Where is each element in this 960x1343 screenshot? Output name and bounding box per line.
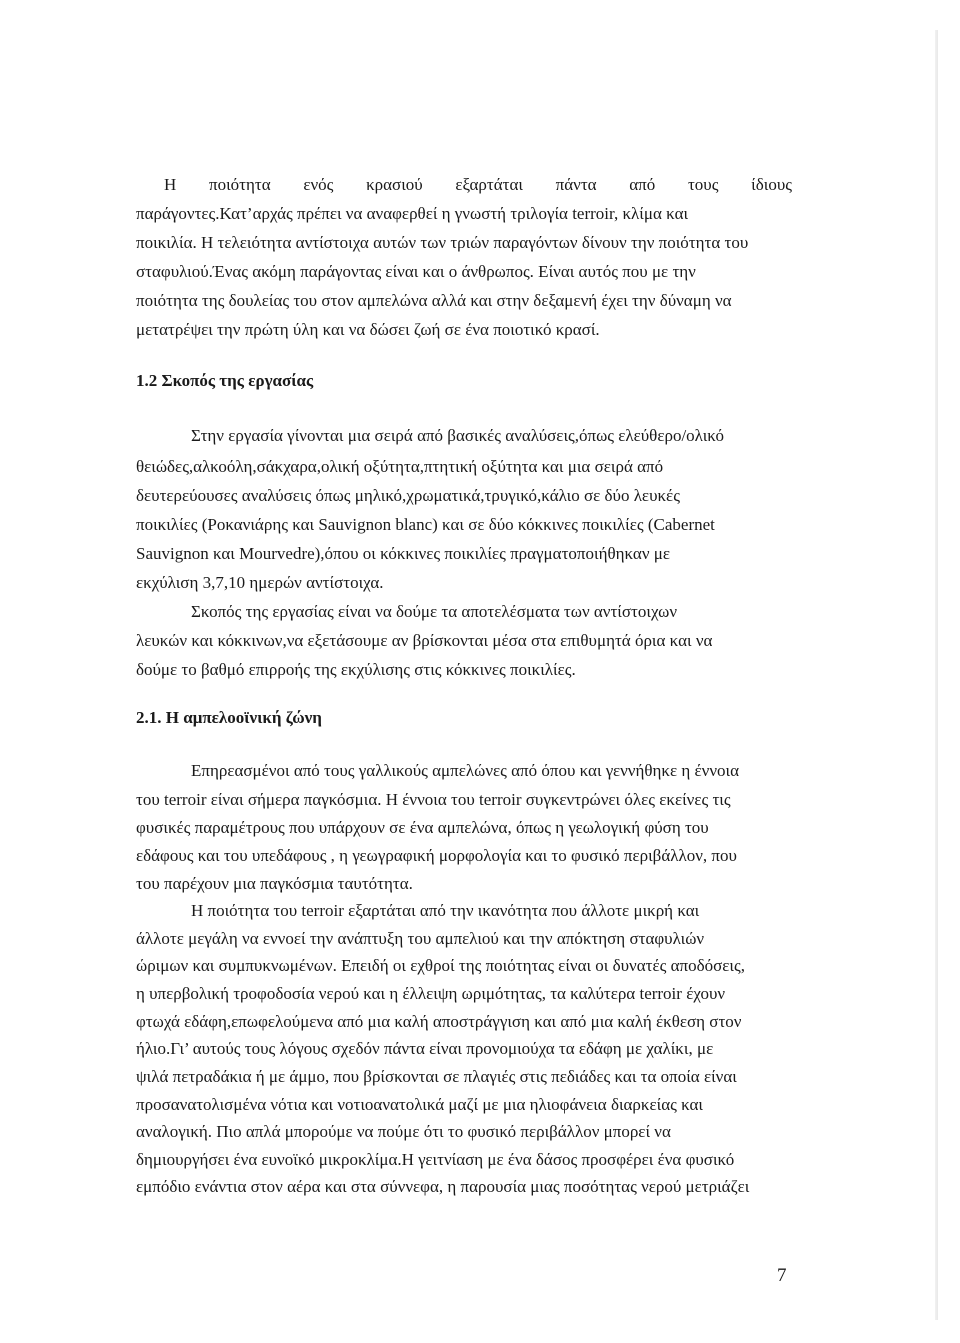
word: εξαρτάται	[455, 175, 523, 194]
text-line: θειώδες,αλκοόλη,σάκχαρα,ολική οξύτητα,πτητική οξύτητα και μια σειρά από	[136, 457, 664, 476]
text-line: εμπόδιο ενάντια στον αέρα και στα σύννεφα, η παρουσία μιας ποσότητας νερού μετριάζει	[136, 1177, 750, 1196]
section-heading: 1.2 Σκοπός της εργασίας	[136, 371, 314, 390]
text-line: δούμε το βαθμό επιρροής της εκχύλισης στις κόκκινες ποικιλίες.	[136, 660, 576, 679]
text-line: άλλοτε μεγάλη να εννοεί την ανάπτυξη του αμπελιού και την απόκτηση σταφυλιών	[136, 929, 705, 948]
text-line: του terroir είναι σήμερα παγκόσμια. Η έννοια του terroir συγκεντρώνει όλες εκείνες τις	[136, 790, 731, 809]
word: ενός	[303, 175, 334, 194]
text-line: φτωχά εδάφη,επωφελούμενα από μια καλή αποστράγγιση και από μια καλή έκθεση στον	[136, 1012, 742, 1031]
text-line: σταφυλιού.Ένας ακόμη παράγοντας είναι και ο άνθρωπος. Είναι αυτός που με την	[136, 262, 696, 281]
text-line: εδάφους και του υπεδάφους , η γεωγραφική μορφολογία και το φυσικό περιβάλλον, που	[136, 846, 737, 865]
text-line: ψιλά πετραδάκια ή με άμμο, που βρίσκονται σε πλαγιές στις πεδιάδες και τα οποία είναι	[136, 1067, 737, 1086]
text-line: δευτερεύουσες αναλύσεις όπως μηλικό,χρωματικά,τρυγικό,κάλιο σε δύο λευκές	[136, 486, 680, 505]
text-line: Στην εργασία γίνονται μια σειρά από βασικές αναλύσεις,όπως ελεύθερο/ολικό	[191, 426, 724, 445]
text-line: Sauvignon και Mourvedre),όπου οι κόκκινες ποικιλίες πραγματοποιήθηκαν με	[136, 544, 671, 563]
word: ποιότητα	[208, 175, 271, 194]
text-line: η υπερβολική τροφοδοσία νερού και η έλλειψη ωριμότητας, τα καλύτερα terroir έχουν	[136, 984, 726, 1003]
text-line: παράγοντες.Κατ’αρχάς πρέπει να αναφερθεί η γνωστή τριλογία terroir, κλίμα και	[136, 204, 689, 223]
text-line: ποιότητα της δουλείας του στον αμπελώνα αλλά και στην δεξαμενή έχει την δύναμη να	[136, 291, 732, 310]
word: Η	[164, 175, 177, 194]
word: τους	[687, 175, 719, 194]
section-heading: 2.1. Η αμπελοοϊνική ζώνη	[136, 708, 322, 727]
word: από	[629, 175, 656, 194]
text-line: προσανατολισμένα νότια και νοτιοανατολικά μαζί με μια ηλιοφάνεια διαρκείας και	[136, 1095, 703, 1114]
text-line: λευκών και κόκκινων,να εξετάσουμε αν βρίσκονται μέσα στα επιθυμητά όρια και να	[136, 631, 713, 650]
text-line: Η ποιότητα του terroir εξαρτάται από την ικανότητα που άλλοτε μικρή και	[191, 901, 700, 920]
text-line: ποικιλίες (Ροκανιάρης και Sauvignon blanc) και σε δύο κόκκινες ποικιλίες (Cabernet	[136, 515, 715, 534]
text-line: του παρέχουν μια παγκόσμια ταυτότητα.	[136, 874, 413, 893]
text-line: εκχύλιση 3,7,10 ημερών αντίστοιχα.	[136, 573, 384, 592]
page-number: 7	[777, 1265, 787, 1286]
text-line: αναλογική. Πιο απλά μπορούμε να πούμε ότι το φυσικό περιβάλλον μπορεί να	[136, 1122, 671, 1141]
text-line: ώριμων και συμπυκνωμένων. Επειδή οι εχθροί της ποιότητας είναι οι δυνατές αποδόσεις,	[136, 956, 745, 975]
text-line: ποικιλία. Η τελειότητα αντίστοιχα αυτών των τριών παραγόντων δίνουν την ποιότητα του	[136, 233, 749, 252]
text-line: μετατρέψει την πρώτη ύλη και να δώσει ζωή σε ένα ποιοτικό κρασί.	[136, 320, 600, 339]
text-line: Σκοπός της εργασίας είναι να δούμε τα αποτελέσματα των αντίστοιχων	[191, 602, 678, 621]
text-line: Επηρεασμένοι από τους γαλλικούς αμπελώνες από όπου και γεννήθηκε η έννοια	[191, 761, 740, 780]
text-line: δημιουργήσει ένα ευνοϊκό μικροκλίμα.Η γειτνίαση με ένα δάσος προσφέρει ένα φυσικό	[136, 1150, 735, 1169]
text-line: ήλιο.Γι’ αυτούς τους λόγους σχεδόν πάντα είναι προνομιούχα τα εδάφη με χαλίκι, με	[136, 1039, 714, 1058]
word: ίδιους	[751, 175, 792, 194]
word: κρασιού	[366, 175, 423, 194]
page-edge-shadow	[935, 30, 938, 1320]
text-line	[164, 174, 792, 195]
word: πάντα	[555, 175, 597, 194]
text-line: φυσικές παραμέτρους που υπάρχουν σε ένα αμπελώνα, όπως η γεωλογική φύση του	[136, 818, 709, 837]
